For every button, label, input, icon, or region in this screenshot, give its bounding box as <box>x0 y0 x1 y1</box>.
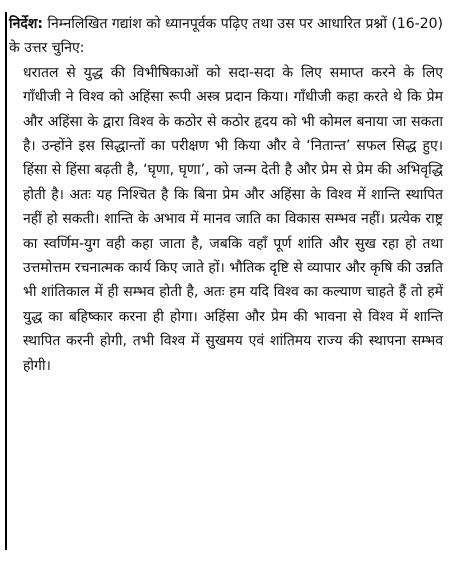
passage-text: धरातल से युद्ध की विभीषिकाओं को सदा-सदा के लिए समाप्त करने के लिए गाँधीजी ने विश्व को अहिंसा रूपी अस्त्र प्रदान किया। गाँधीजी कहा करते थे कि प्रेम और अहिंसा के द्वारा विश्व के कठोर से कठोर हृदय को भी कोमल बनाया जा सकता है। उन्होंने इस सिद्धान्तों का परीक्षण भी किया और वे ‘नितान्त’ सफल सिद्ध हुए। हिंसा से हिंसा बढ़ती है, ‘घृणा, घृणा’, को जन्म देती है और प्रेम से प्रेम की अभिवृद्धि होती है। अतः यह निश्चित है कि बिना प्रेम और अहिंसा के विश्व में शान्ति स्थापित नहीं हो सकती। शान्ति के अभाव में मानव जाति का विकास सम्भव नहीं। प्रत्येक राष्ट्र का स्वर्णिम-युग वही कहा जाता है, जबकि वहाँ पूर्ण शांति और सुख रहा हो तथा उत्तमोत्तम रचनात्मक कार्य किए जाते हों। भौतिक दृष्टि से व्यापार और कृषि की उन्नति भी शांतिकाल में ही सम्भव होती है, अतः हम यदि विश्व का कल्याण चाहते हैं तो हमें युद्ध का बहिष्कार करना ही होगा। अहिंसा और प्रेम की भावना से विश्व में शान्ति स्थापित करनी होगी, तभी विश्व में सुखमय एवं शांतिमय राज्य की स्थापना सम्भव होगी। <box>23 64 443 374</box>
instruction-label: निर्देश: <box>9 16 43 32</box>
instruction-text: निम्नलिखित गद्यांश को ध्यानपूर्वक पढ़िए तथा उस पर आधारित प्रश्नों (16-20) के उत्तर चुनिए: <box>9 16 443 57</box>
left-margin-rule <box>5 12 7 550</box>
document-content <box>9 12 443 378</box>
instruction-paragraph <box>9 12 443 61</box>
